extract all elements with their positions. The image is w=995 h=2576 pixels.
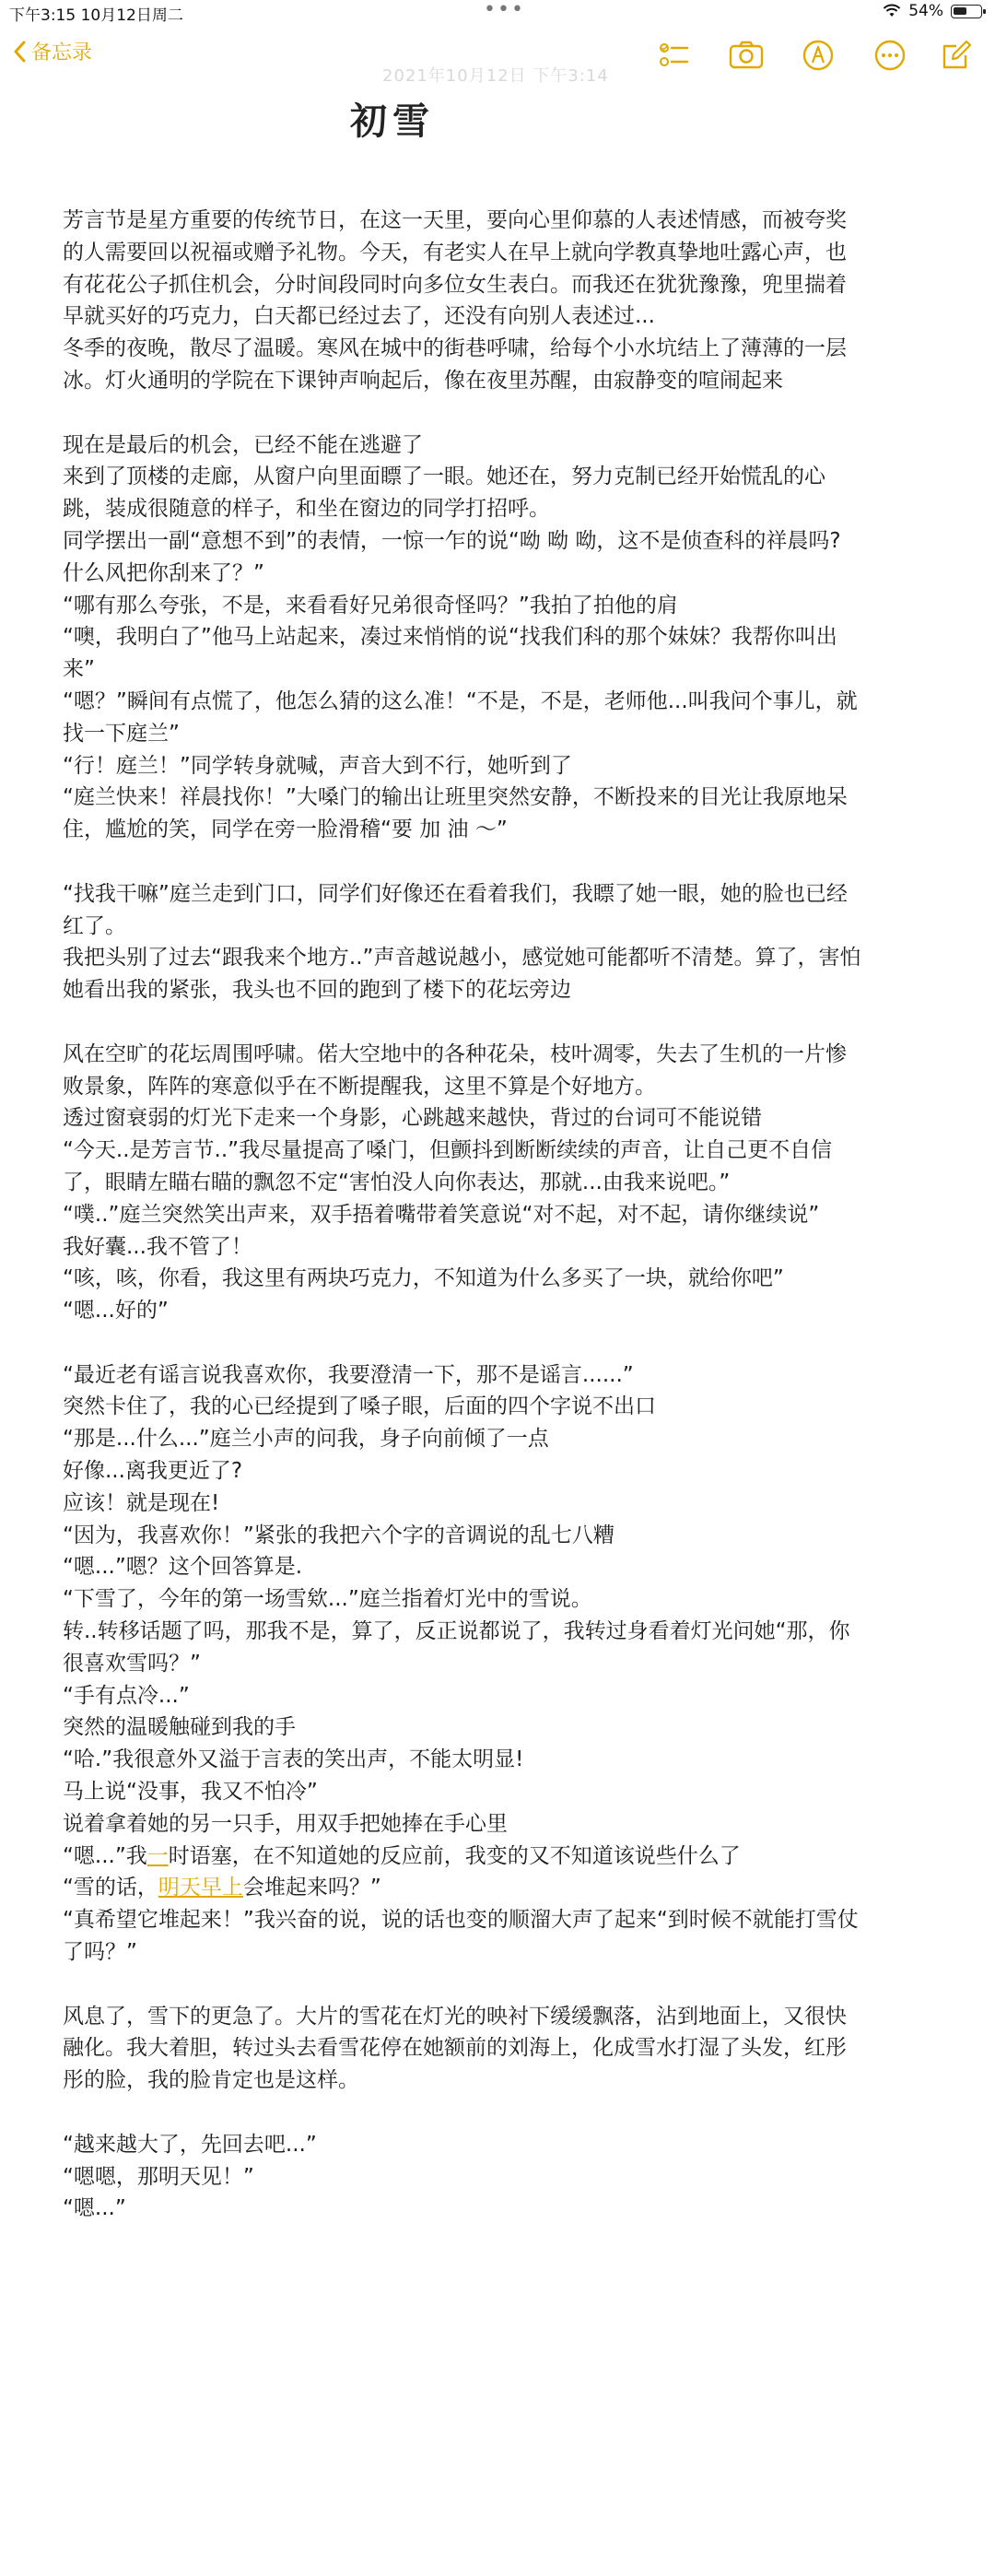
note-line: 透过窗衰弱的灯光下走来一个身影，心跳越来越快，背过的台词可不能说错 [63,1106,762,1131]
note-line: 突然的温暖触碰到我的手 [63,1715,296,1740]
note-line: 好像...离我更近了? [63,1459,243,1484]
note-line: “哈.”我很意外又溢于言表的笑出声，不能太明显! [63,1747,524,1772]
note-line: 风息了，雪下的更急了。大片的雪花在灯光的映衬下缓缓飘落，沾到地面上，又很快 [63,2004,847,2029]
note-line: “今天..是芳言节..”我尽量提高了嗓门，但颤抖到断断续续的声音，让自己更不自信 [63,1138,833,1163]
note-line: 冬季的夜晚，散尽了温暖。寒风在城中的街巷呼啸，给每个小水坑结上了薄薄的一层 [63,336,847,361]
note-line: “嗯嗯，那明天见！” [63,2164,254,2189]
paragraph-spacer [63,2097,938,2129]
note-line: “行！庭兰！”同学转身就喊，声音大到不行，她听到了 [63,753,572,778]
battery-icon [951,5,982,18]
more-icon[interactable] [872,37,908,74]
note-line: “咳，咳，你看，我这里有两块巧克力，不知道为什么多买了一块，就给你吧” [63,1266,784,1291]
note-title[interactable]: 初雪 [350,100,435,143]
note-line: “嗯...”我一时语塞，在不知道她的反应前，我变的又不知道该说些什么了 [63,1843,741,1868]
back-button[interactable] [13,37,92,65]
note-line: 转..转移话题了吗，那我不是，算了，反正说都说了，我转过身看着灯光问她“那，你 [63,1619,850,1644]
note-line: 红了。 [63,913,126,938]
checklist-icon[interactable] [656,37,693,74]
wifi-icon [883,4,901,18]
note-line: 住，尴尬的笑，同学在旁一脸滑稽“要 加 油 ～” [63,817,508,842]
status-indicators [883,2,982,20]
note-line: 有花花公子抓住机会，分时间段同时向多位女生表白。而我还在犹犹豫豫，兜里揣着 [63,272,847,297]
note-line: “噗..”庭兰突然笑出声来，双手捂着嘴带着笑意说“对不起，对不起，请你继续说” [63,1202,820,1227]
back-label: 备忘录 [31,41,93,65]
note-line: 败景象，阵阵的寒意似乎在不断提醒我，这里不算是个好地方。 [63,1074,656,1099]
note-line: “嗯？”瞬间有点慌了，他怎么猜的这么准！“不是，不是，老师他...叫我问个事儿，就 [63,688,858,713]
note-line: 马上说“没事，我又不怕冷” [63,1780,318,1805]
paragraph-spacer [63,1969,938,2001]
compose-icon[interactable] [938,37,975,74]
note-line: 跳，装成很随意的样子，和坐在窗边的同学打招呼。 [63,497,550,522]
note-line: 冰。灯火通明的学院在下课钟声响起后，像在夜里苏醒，由寂静变的喧闹起来 [63,368,783,393]
paragraph-spacer [63,846,938,878]
note-line: “因为，我喜欢你！”紧张的我把六个字的音调说的乱七八糟 [63,1523,615,1547]
note-line: 很喜欢雪吗？” [63,1651,201,1676]
note-line: 现在是最后的机会，已经不能在逃避了 [63,432,423,457]
note-line: 来” [63,657,95,682]
status-time-date: 下午3:15 10月12日周二 [9,6,183,25]
note-line: 同学摆出一副“意想不到”的表情，一惊一乍的说“呦 呦 呦，这不是侦查科的祥晨吗? [63,528,841,553]
chevron-left-icon [13,40,28,64]
note-line: 了，眼睛左瞄右瞄的飘忽不定“害怕没人向你表达，那就...由我来说吧。” [63,1170,731,1194]
note-line: 融化。我大着胆，转过头去看雪花停在她额前的刘海上，化成雪水打湿了头发，红彤 [63,2036,847,2061]
note-line: 来到了顶楼的走廊，从窗户向里面瞟了一眼。她还在，努力克制已经开始慌乱的心 [63,465,825,489]
note-line: 应该！就是现在! [63,1490,220,1515]
paragraph-spacer [63,397,938,429]
note-line: 她看出我的紧张，我头也不回的跑到了楼下的花坛旁边 [63,978,571,1003]
note-line: “手有点冷...” [63,1683,190,1708]
note-line: 风在空旷的花坛周围呼啸。偌大空地中的各种花朵，枝叶凋零，失去了生机的一片惨 [63,1041,847,1066]
link-highlight[interactable]: 明天早上 [158,1876,243,1900]
note-line: “雪的话，明天早上会堆起来吗？” [63,1876,381,1900]
note-line: “越来越大了，先回去吧...” [63,2132,317,2157]
note-line: 了吗？” [63,1940,137,1965]
note-line: “找我干嘛”庭兰走到门口，同学们好像还在看着我们，我瞟了她一眼，她的脸也已经 [63,881,848,906]
camera-icon[interactable] [728,37,765,74]
markup-pen-icon[interactable] [800,37,837,74]
battery-percent: 54% [908,2,943,20]
note-line: 突然卡住了，我的心已经提到了嗓子眼，后面的四个字说不出口 [63,1394,656,1419]
paragraph-spacer [63,1006,938,1039]
note-line: “嗯...好的” [63,1299,169,1323]
note-date-subtitle: 2021年10月12日 下午3:14 [382,66,609,86]
note-line: 早就买好的巧克力，白天都已经过去了，还没有向别人表述过... [63,304,655,329]
note-line: 找一下庭兰” [63,721,180,746]
note-line: “噢，我明白了”他马上站起来，凑过来悄悄的说“找我们科的那个妹妹？我帮你叫出 [63,625,837,650]
note-line: 彤的脸，我的脸肯定也是这样。 [63,2068,359,2093]
note-line: “下雪了，今年的第一场雪欸...”庭兰指着灯光中的雪说。 [63,1587,592,1612]
note-line: 什么风把你刮来了？” [63,560,264,585]
note-line: “庭兰快来！祥晨找你！”大嗓门的输出让班里突然安静，不断投来的目光让我原地呆 [63,785,848,810]
note-line: “嗯...” [63,2196,126,2221]
note-line: 我把头别了过去“跟我来个地方..”声音越说越小，感觉她可能都听不清楚。算了，害怕 [63,946,861,970]
note-line: 芳言节是星方重要的传统节日，在这一天里，要向心里仰慕的人表述情感，而被夸奖 [63,208,847,232]
note-line: “嗯...”嗯？这个回答算是. [63,1555,303,1580]
note-line: “真希望它堆起来！”我兴奋的说，说的话也变的顺溜大声了起来“到时候不就能打雪仗 [63,1908,859,1933]
note-body[interactable] [63,205,938,2225]
paragraph-spacer [63,1327,938,1359]
note-line: 的人需要回以祝福或赠予礼物。今天，有老实人在早上就向学教真挚地吐露心声，也 [63,240,847,265]
note-line: “最近老有谣言说我喜欢你，我要澄清一下，那不是谣言......” [63,1362,634,1387]
multitasking-dots-icon[interactable]: ••• [484,0,525,21]
link-highlight[interactable]: 一 [146,1843,169,1868]
status-bar [0,0,995,26]
note-line: “哪有那么夸张，不是，来看看好兄弟很奇怪吗？”我拍了拍他的肩 [63,593,678,618]
note-line: 说着拿着她的另一只手，用双手把她捧在手心里 [63,1811,508,1836]
note-line: “那是...什么...”庭兰小声的问我，身子向前倾了一点 [63,1427,549,1452]
note-line: 我好囊...我不管了！ [63,1234,252,1259]
